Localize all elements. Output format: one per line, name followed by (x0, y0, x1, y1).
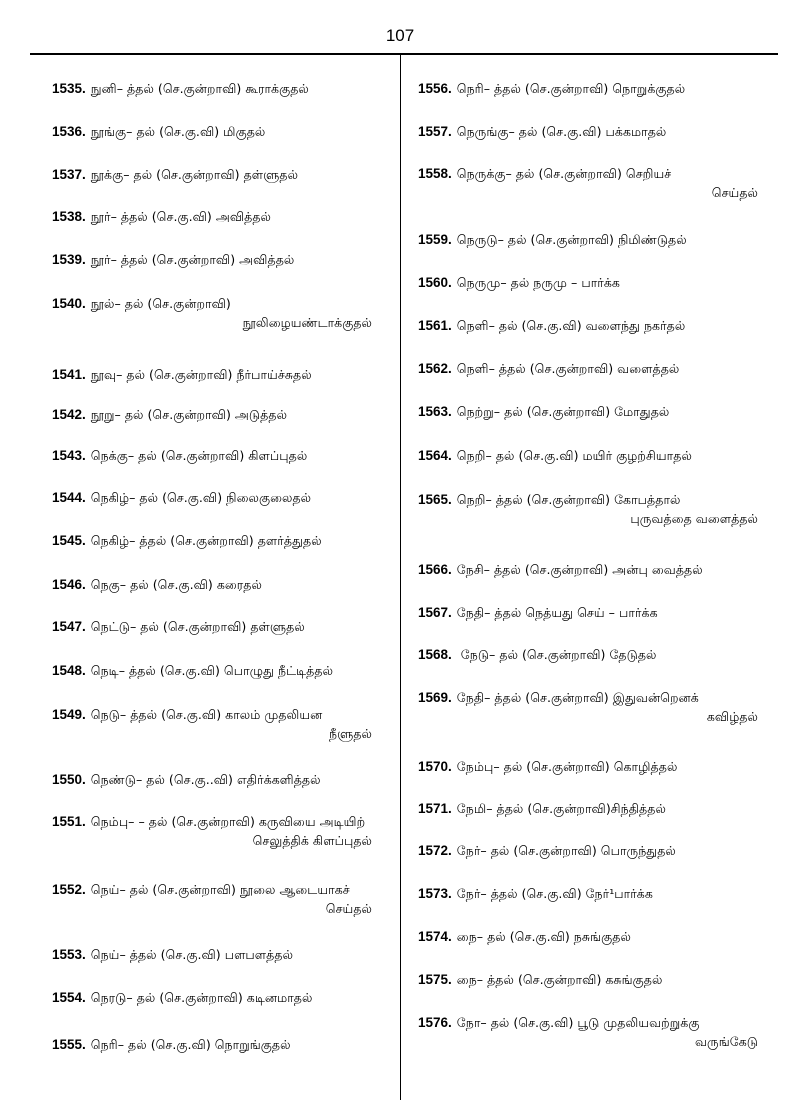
entry-number: 1543. (52, 448, 86, 463)
entry-text: நோ– தல் (செ.கு.வி) பூடு முதலியவற்றுக்கு (456, 1015, 700, 1030)
dictionary-entry (418, 688, 778, 726)
dictionary-entry (418, 560, 778, 579)
entry-number: 1575. (418, 972, 452, 987)
entry-text: நெட்டு– தல் (செ.குன்றாவி) தள்ளுதல் (90, 619, 305, 634)
entry-text: நெகு– தல் (செ.கு.வி) கரைதல் (90, 577, 262, 592)
entry-text: நெரி– தல் (செ.கு.வி) நொறுங்குதல் (90, 1037, 291, 1052)
entry-text: நெளி– த்தல் (செ.குன்றாவி) வளைத்தல் (456, 361, 680, 376)
entry-continuation: கவிழ்தல் (706, 709, 758, 724)
entry-number: 1537. (52, 167, 86, 182)
entry-number: 1539. (52, 252, 86, 267)
entry-number: 1562. (418, 361, 452, 376)
entry-number: 1544. (52, 490, 86, 505)
entry-text: நெரடு– தல் (செ.குன்றாவி) கடினமாதல் (90, 990, 313, 1005)
entry-text: நெறி– த்தல் (செ.குன்றாவி) கோபத்தால் (456, 492, 681, 507)
dictionary-entry (418, 884, 778, 903)
entry-text: நேதி– த்தல் நெத்யது செய் – பார்க்க (456, 605, 658, 620)
dictionary-entry (418, 446, 778, 465)
entry-text: நெருக்கு– தல் (செ.குன்றாவி) செறியச் (456, 166, 672, 181)
dictionary-entry (418, 799, 778, 818)
entry-text: நூவு– தல் (செ.குன்றாவி) நீர்பாய்ச்சுதல் (90, 367, 312, 382)
entry-text: நூர்– த்தல் (செ.குன்றாவி) அவித்தல் (90, 252, 295, 267)
entry-text: நேசி– த்தல் (செ.குன்றாவி) அன்பு வைத்தல் (456, 562, 703, 577)
entry-text: நெம்பு– – தல் (செ.குன்றாவி) கருவியை அடியிற் (90, 814, 366, 829)
entry-text: நுனி– த்தல் (செ.குன்றாவி) கூராக்குதல் (90, 81, 309, 96)
dictionary-entry (52, 988, 392, 1007)
entry-number: 1547. (52, 619, 86, 634)
dictionary-entry (418, 970, 778, 989)
dictionary-entry (52, 880, 392, 918)
entry-text: நெடி– த்தல் (செ.கு.வி) பொழுது நீட்டித்தல் (90, 663, 334, 678)
entry-number: 1573. (418, 886, 452, 901)
entry-number: 1567. (418, 605, 452, 620)
entry-number: 1570. (418, 759, 452, 774)
dictionary-entry (418, 927, 778, 946)
dictionary-entry (52, 488, 392, 507)
entry-text: நூல்– தல் (செ.குன்றாவி) (90, 296, 231, 311)
dictionary-entry (52, 575, 392, 594)
entry-number: 1553. (52, 947, 86, 962)
entry-number: 1556. (418, 81, 452, 96)
dictionary-entry (52, 122, 392, 141)
dictionary-entry (52, 661, 392, 680)
entry-text: நெற்று– தல் (செ.குன்றாவி) மோதுதல் (456, 404, 670, 419)
entry-continuation: செலுத்திக் கிளப்புதல் (252, 833, 372, 848)
entry-text: நெரி– த்தல் (செ.குன்றாவி) நொறுக்குதல் (456, 81, 686, 96)
entry-number: 1554. (52, 990, 86, 1005)
dictionary-entry (418, 164, 778, 202)
entry-number: 1576. (418, 1015, 452, 1030)
entry-number: 1542. (52, 407, 86, 422)
dictionary-entry (418, 402, 778, 421)
entry-number: 1552. (52, 882, 86, 897)
dictionary-entry (418, 122, 778, 141)
entry-continuation: வருங்கேடு (695, 1034, 758, 1049)
entry-text: நேதி– த்தல் (செ.குன்றாவி) இதுவன்றெனக் (456, 690, 699, 705)
entry-number: 1549. (52, 707, 86, 722)
entry-text: நேம்பு– தல் (செ.குன்றாவி) கொழித்தல் (456, 759, 678, 774)
entry-number: 1541. (52, 367, 86, 382)
dictionary-entry (52, 446, 392, 465)
entry-continuation: செய்தல் (325, 901, 372, 916)
entry-text: நெகிழ்– த்தல் (செ.குன்றாவி) தளர்த்துதல் (90, 533, 322, 548)
entry-text: நேமி– த்தல் (செ.குன்றாவி)சிந்தித்தல் (456, 801, 666, 816)
entry-number: 1558. (418, 166, 452, 181)
dictionary-entry (52, 705, 392, 743)
entry-text: நேர்– தல் (செ.குன்றாவி) பொருந்துதல் (456, 843, 676, 858)
entry-number: 1557. (418, 124, 452, 139)
entry-text: நூங்கு– தல் (செ.கு.வி) மிகுதல் (90, 124, 266, 139)
dictionary-entry (52, 812, 392, 850)
entry-number: 1538. (52, 209, 86, 224)
dictionary-entry (52, 79, 392, 98)
dictionary-entry (418, 603, 778, 622)
entry-number: 1559. (418, 232, 452, 247)
entry-text: நூறு– தல் (செ.குன்றாவி) அடுத்தல் (90, 407, 288, 422)
dictionary-entry (52, 165, 392, 184)
entry-text: நெடு– த்தல் (செ.கு.வி) காலம் முதலியன (90, 707, 323, 722)
dictionary-entry (52, 294, 392, 332)
entry-text: நெருங்கு– தல் (செ.கு.வி) பக்கமாதல் (456, 124, 667, 139)
entry-number: 1551. (52, 814, 86, 829)
entry-text: நூக்கு– தல் (செ.குன்றாவி) தள்ளுதல் (90, 167, 299, 182)
dictionary-entry (418, 490, 778, 528)
entry-number: 1569. (418, 690, 452, 705)
entry-number: 1535. (52, 81, 86, 96)
entry-number: 1546. (52, 577, 86, 592)
entry-number: 1565. (418, 492, 452, 507)
dictionary-entry (418, 79, 778, 98)
dictionary-entry (52, 207, 392, 226)
entry-text: நெருமு– தல் நருமு – பார்க்க (456, 275, 620, 290)
dictionary-entry (52, 250, 392, 269)
column-divider (400, 55, 401, 1100)
entry-number: 1560. (418, 275, 452, 290)
dictionary-entry (52, 365, 392, 384)
entry-number: 1564. (418, 448, 452, 463)
dictionary-entry (418, 230, 778, 249)
entry-number: 1536. (52, 124, 86, 139)
entry-number: 1555. (52, 1037, 86, 1052)
entry-text: நூர்– த்தல் (செ.கு.வி) அவித்தல் (90, 209, 272, 224)
dictionary-entry (418, 841, 778, 860)
header-rule (30, 53, 778, 55)
entry-text: நெறி– தல் (செ.கு.வி) மயிர் குழற்சியாதல் (456, 448, 692, 463)
entry-number: 1572. (418, 843, 452, 858)
entry-number: 1571. (418, 801, 452, 816)
entry-continuation: புருவத்தை வளைத்தல் (630, 511, 758, 526)
entry-text: நெண்டு– தல் (செ.கு..வி) எதிர்க்களித்தல் (90, 772, 321, 787)
entry-text: நேடு– தல் (செ.குன்றாவி) தேடுதல் (456, 647, 657, 662)
entry-number: 1563. (418, 404, 452, 419)
dictionary-entry (52, 770, 392, 789)
entry-text: நெருடு– தல் (செ.குன்றாவி) நிமிண்டுதல் (456, 232, 687, 247)
entry-number: 1566. (418, 562, 452, 577)
entry-number: 1540. (52, 296, 86, 311)
entry-number: 1568. (418, 647, 452, 662)
dictionary-entry (52, 405, 392, 424)
entry-text: நை– த்தல் (செ.குன்றாவி) கசுங்குதல் (456, 972, 663, 987)
dictionary-entry (52, 617, 392, 636)
page-number: 107 (385, 26, 415, 45)
entry-text: நெய்– த்தல் (செ.கு.வி) பளபளத்தல் (90, 947, 294, 962)
dictionary-entry (52, 945, 392, 964)
dictionary-entry (418, 316, 778, 335)
dictionary-entry (52, 531, 392, 550)
entry-text: நேர்– த்தல் (செ.கு.வி) நேர்¹பார்க்க (456, 886, 653, 901)
dictionary-entry (418, 273, 778, 292)
entry-text: நெளி– தல் (செ.கு.வி) வளைந்து நகர்தல் (456, 318, 686, 333)
dictionary-entry (418, 359, 778, 378)
entry-number: 1548. (52, 663, 86, 678)
dictionary-entry (418, 1013, 778, 1051)
dictionary-entry (418, 645, 778, 664)
entry-text: நை– தல் (செ.கு.வி) நசுங்குதல் (456, 929, 631, 944)
entry-number: 1561. (418, 318, 452, 333)
entry-number: 1574. (418, 929, 452, 944)
dictionary-entry (418, 757, 778, 776)
entry-number: 1545. (52, 533, 86, 548)
entry-continuation: நீளுதல் (329, 726, 372, 741)
entry-text: நெய்– தல் (செ.குன்றாவி) நூலை ஆடையாகச் (90, 882, 350, 897)
entry-text: நெக்கு– தல் (செ.குன்றாவி) கிளப்புதல் (90, 448, 308, 463)
entry-continuation: நூலிழையண்டாக்குதல் (242, 315, 372, 330)
entry-continuation: செய்தல் (711, 185, 758, 200)
dictionary-entry (52, 1035, 392, 1054)
entry-text: நெகிழ்– தல் (செ.கு.வி) நிலைகுலைதல் (90, 490, 312, 505)
entry-number: 1550. (52, 772, 86, 787)
